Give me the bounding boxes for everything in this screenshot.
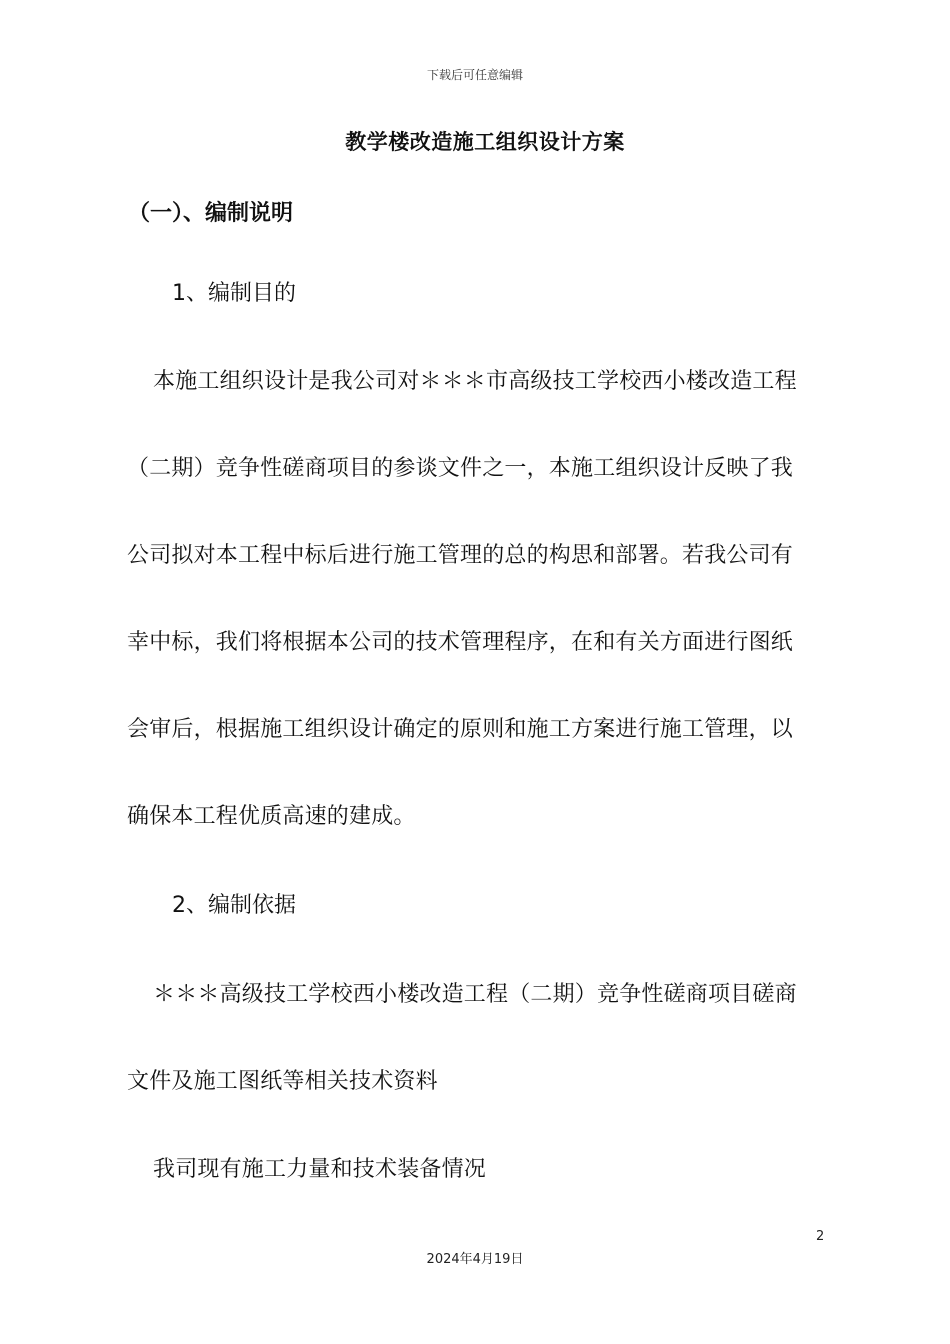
subsection-heading-purpose: 1、编制目的: [172, 281, 296, 306]
paragraph-line: 会审后，根据施工组织设计确定的原则和施工方案进行施工管理，以: [127, 717, 794, 742]
header-note: 下载后可任意编辑: [426, 68, 523, 82]
paragraph-line: 公司拟对本工程中标后进行施工管理的总的构思和部署。若我公司有: [127, 543, 794, 568]
footer-date: 2024年4月19日: [426, 1252, 524, 1267]
paragraph-line: ＊＊＊高级技工学校西小楼改造工程（二期）竞争性磋商项目磋商: [153, 982, 797, 1007]
section-heading: （一）、编制说明: [128, 201, 294, 226]
paragraph-line: 确保本工程优质高速的建成。: [127, 804, 416, 829]
paragraph-line: 本施工组织设计是我公司对＊＊＊市高级技工学校西小楼改造工程: [153, 369, 797, 394]
document-title: 教学楼改造施工组织设计方案: [345, 130, 625, 154]
subsection-heading-basis: 2、编制依据: [172, 893, 296, 918]
paragraph-line: （二期）竞争性磋商项目的参谈文件之一，本施工组织设计反映了我: [127, 456, 794, 481]
paragraph-line: 幸中标，我们将根据本公司的技术管理程序，在和有关方面进行图纸: [127, 630, 794, 655]
paragraph-line: 文件及施工图纸等相关技术资料: [127, 1069, 438, 1094]
paragraph-line: 我司现有施工力量和技术装备情况: [153, 1157, 487, 1182]
page-number: 2: [816, 1229, 825, 1244]
